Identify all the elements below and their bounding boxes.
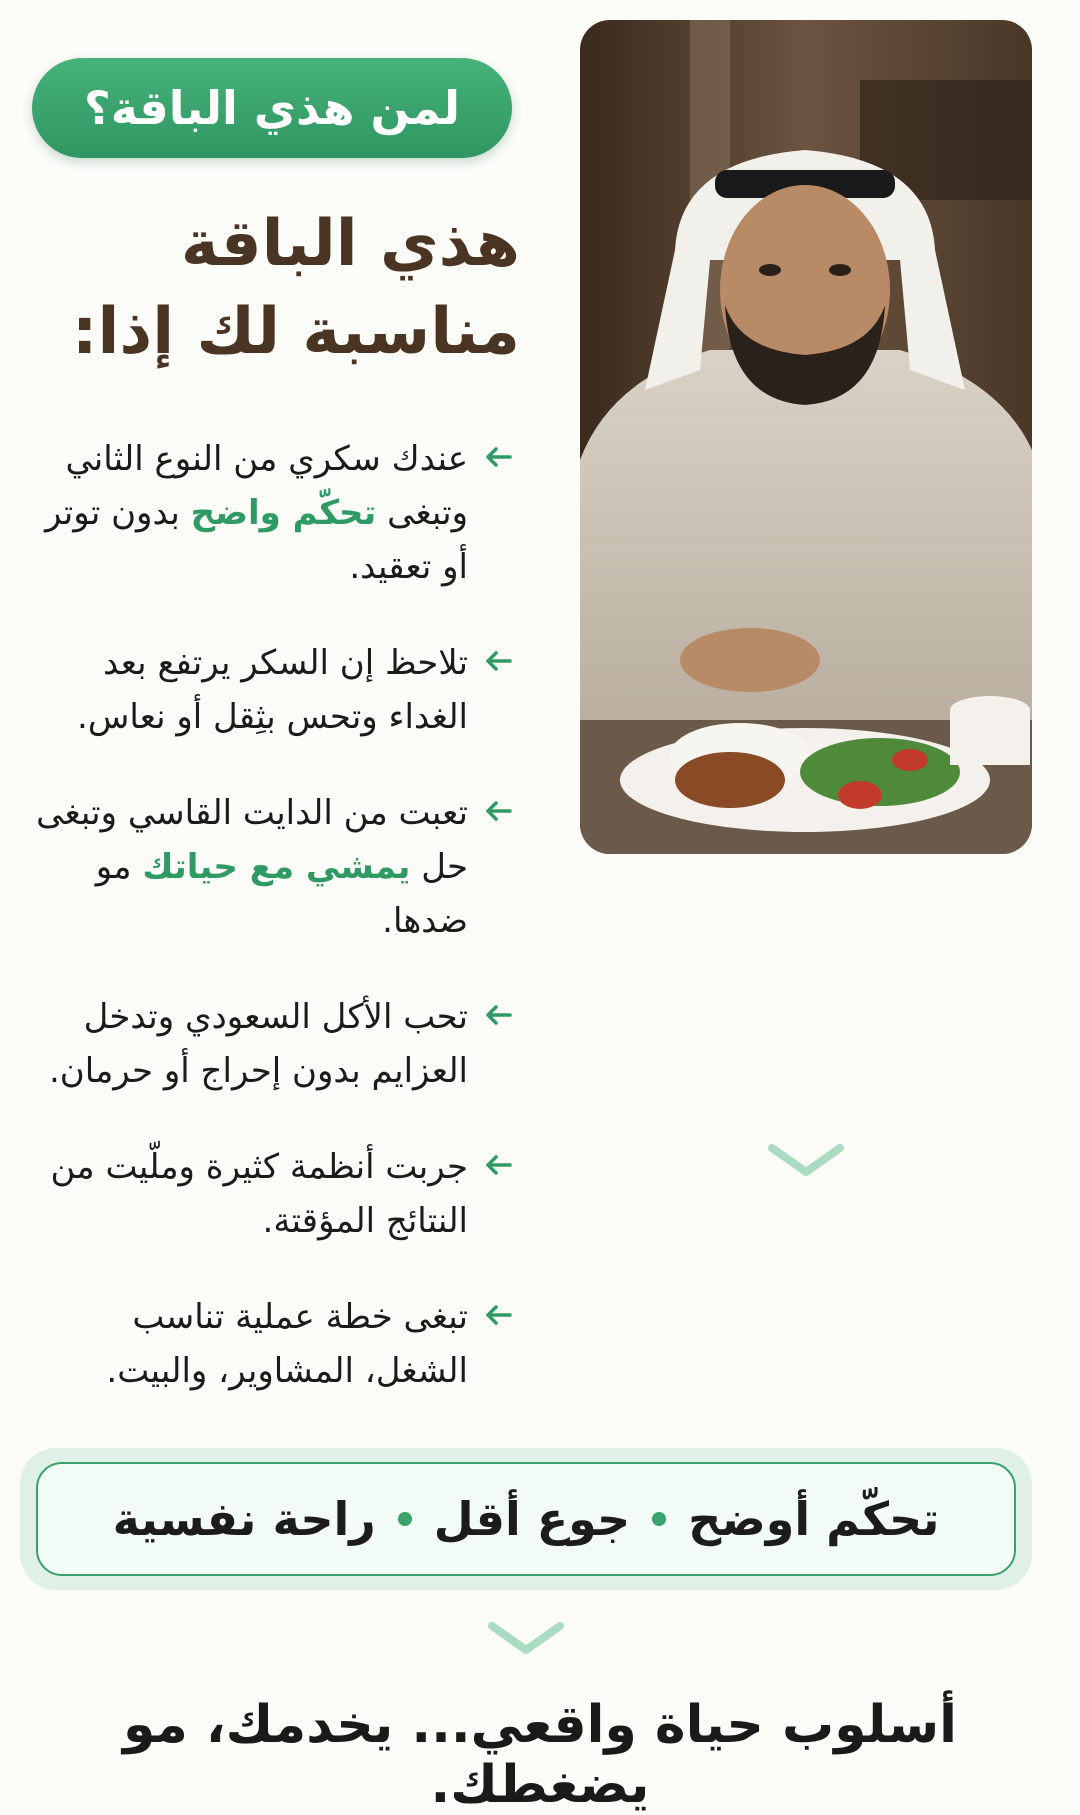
list-item: تحب الأكل السعودي وتدخل العزايم بدون إحراج أو حرمان. — [20, 990, 520, 1098]
arrow-icon — [482, 440, 516, 474]
headline-line-1: هذي الباقة — [180, 207, 520, 281]
dot-separator — [398, 1512, 412, 1526]
arrow-icon — [482, 1148, 516, 1182]
list-item: تبغى خطة عملية تناسب الشغل، المشاوير، والبيت. — [20, 1290, 520, 1398]
arrow-icon — [482, 998, 516, 1032]
criteria-list — [20, 432, 520, 1440]
headline — [30, 200, 520, 376]
headline-line-2: مناسبة لك إذا: — [71, 295, 520, 369]
item-highlight: تحكّم واضح — [190, 493, 377, 533]
list-item: تلاحظ إن السكر يرتفع بعد الغداء وتحس بثِقل أو نعاس. — [20, 636, 520, 744]
tagline: أسلوب حياة واقعي... يخدمك، مو يضغطك. — [122, 1695, 957, 1815]
arrow-icon — [482, 794, 516, 828]
benefit-3: راحة نفسية — [112, 1492, 376, 1546]
chevron-down-icon — [766, 1140, 846, 1180]
benefit-1: تحكّم أوضح — [688, 1492, 940, 1546]
list-item: تعبت من الدايت القاسي وتبغى حل يمشي مع حياتك مو ضدها. — [20, 786, 520, 948]
benefits-bar — [20, 1448, 1032, 1590]
list-item: جربت أنظمة كثيرة وملّيت من النتائج المؤقتة. — [20, 1140, 520, 1248]
badge-label: لمن هذي الباقة؟ — [84, 81, 460, 135]
arrow-icon — [482, 1298, 516, 1332]
hero-photo — [580, 20, 1032, 854]
benefit-2: جوع أقل — [433, 1492, 631, 1546]
dot-separator — [652, 1512, 666, 1526]
section-badge — [32, 58, 512, 158]
chevron-down-icon — [486, 1618, 566, 1658]
item-highlight: يمشي مع حياتك — [142, 847, 411, 887]
arrow-icon — [482, 644, 516, 678]
list-item: عندك سكري من النوع الثاني وتبغى تحكّم واضح بدون توتر أو تعقيد. — [20, 432, 520, 594]
